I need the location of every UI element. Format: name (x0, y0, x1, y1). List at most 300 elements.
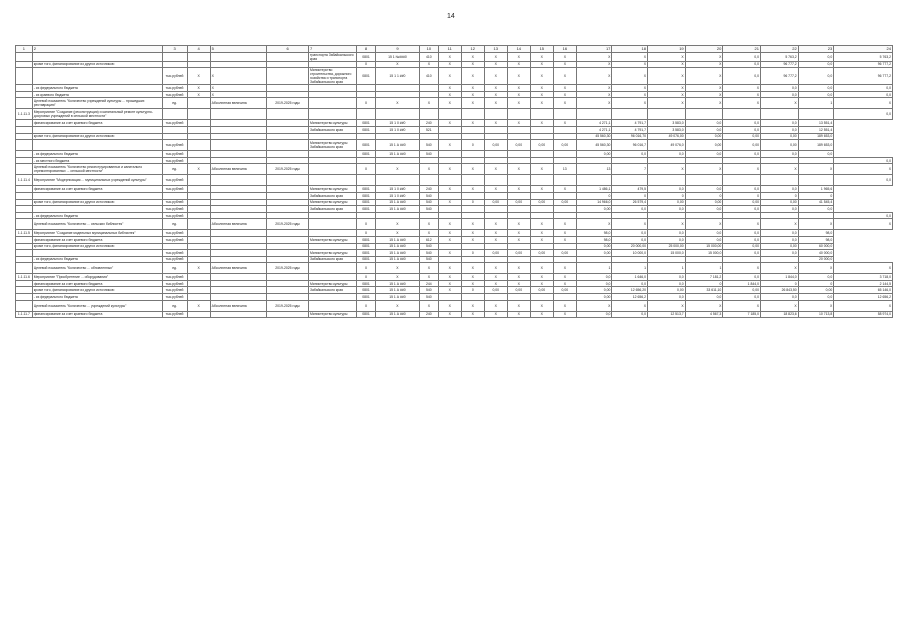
table-cell (484, 133, 507, 140)
table-cell: 189 653,0 (798, 140, 834, 151)
table-cell (375, 212, 419, 219)
table-cell: 540 (419, 256, 438, 263)
table-cell (308, 109, 356, 120)
table-cell: 540 (419, 250, 438, 257)
table-cell: 0,0 (576, 280, 612, 287)
table-cell: Х (438, 287, 461, 294)
table-cell (576, 175, 612, 186)
table-cell: 13 551,4 (798, 120, 834, 127)
table-cell: 0,0 (685, 236, 723, 243)
table-cell: 15 1 А ##0 (375, 199, 419, 206)
table-cell (484, 109, 507, 120)
table-cell (16, 199, 33, 206)
table-cell (210, 120, 267, 127)
table-cell: 0,0 (612, 230, 648, 237)
table-cell (357, 157, 376, 164)
table-cell: 4 791,7 (612, 120, 648, 127)
table-cell: 0,00 (530, 250, 553, 257)
table-cell: тыс.рублей (162, 120, 187, 127)
table-cell (187, 250, 210, 257)
table-cell (484, 243, 507, 250)
table-cell: Х (484, 230, 507, 237)
table-cell: Х (461, 120, 484, 127)
table-cell: 0801 (357, 199, 376, 206)
table-cell: 2019-2025 годы (267, 263, 309, 274)
table-cell: 0,0 (723, 52, 761, 61)
table-cell: 1.1.11.3 (16, 109, 33, 120)
table-cell: 0,00 (685, 199, 723, 206)
table-cell: 0,0 (647, 206, 685, 213)
table-cell (530, 133, 553, 140)
table-cell: Х (685, 61, 723, 68)
table-cell: 410 (419, 68, 438, 85)
table-cell (187, 98, 210, 109)
table-cell (16, 219, 33, 230)
table-cell: Х (507, 311, 530, 318)
table-cell: тыс.рублей (162, 287, 187, 294)
table-cell (210, 311, 267, 318)
table-cell: 12 656,2 (834, 294, 893, 301)
table-row (16, 230, 893, 237)
table-cell (553, 126, 576, 133)
table-cell: 540 (419, 206, 438, 213)
table-cell (308, 85, 356, 92)
budget-table (15, 45, 893, 318)
table-cell: 0,0 (647, 280, 685, 287)
table-cell (267, 230, 309, 237)
table-cell (419, 109, 438, 120)
table-cell: 1 (647, 263, 685, 274)
table-cell (685, 109, 723, 120)
table-cell: 0,0 (798, 61, 834, 68)
table-row (16, 212, 893, 219)
table-cell: 0,0 (723, 274, 761, 281)
table-cell: кроме того, финансирование из других источников: (32, 61, 162, 68)
table-cell (438, 133, 461, 140)
table-cell (210, 61, 267, 68)
table-cell: Х (834, 219, 893, 230)
table-cell: 540 (419, 192, 438, 199)
table-cell: Х (530, 311, 553, 318)
table-cell: Забайкальского края (308, 126, 356, 133)
table-cell (798, 157, 834, 164)
table-cell: - из федерального бюджета (32, 212, 162, 219)
table-cell: 13 (484, 46, 507, 53)
table-cell (357, 212, 376, 219)
table-cell (723, 109, 761, 120)
table-cell: 12 (461, 46, 484, 53)
table-cell: 0,0 (576, 311, 612, 318)
table-cell (798, 175, 834, 186)
table-cell: Х (685, 68, 723, 85)
table-cell (375, 133, 419, 140)
table-cell: Х (723, 263, 761, 274)
table-cell: 540 (419, 140, 438, 151)
table-cell: Х (647, 300, 685, 311)
table-cell: 0801 (357, 236, 376, 243)
table-cell: 18 823,6 (761, 311, 799, 318)
table-cell (438, 192, 461, 199)
table-cell (530, 192, 553, 199)
table-cell: Х (798, 219, 834, 230)
table-cell: 521 (419, 126, 438, 133)
table-cell: Х (187, 85, 210, 92)
table-cell: 15 1 А ##0 (375, 151, 419, 158)
table-cell: 0,0 (685, 294, 723, 301)
table-cell: Министерство строительства, дорожного хозяйства и транспорта Забайкальского края (308, 68, 356, 85)
table-cell (16, 256, 33, 263)
table-cell: Целевой показатель "Количество ... сельских библиотек" (32, 219, 162, 230)
table-cell: 96 777,2 (834, 68, 893, 85)
table-cell: Х (357, 61, 376, 68)
table-cell: 26 843,50 (761, 287, 799, 294)
table-cell (461, 243, 484, 250)
table-cell (162, 109, 187, 120)
table-cell (267, 85, 309, 92)
table-cell: Х (507, 263, 530, 274)
table-cell: 15 1 А ##0 (375, 287, 419, 294)
table-cell: 15 1 1 ##0 (375, 68, 419, 85)
table-cell: Х (507, 68, 530, 85)
table-cell: 0,0 (761, 250, 799, 257)
table-cell: Х (438, 120, 461, 127)
table-cell (308, 157, 356, 164)
table-cell: Целевой показатель "Количество ... учреждений культуры" (32, 300, 162, 311)
table-cell (553, 294, 576, 301)
table-cell (16, 68, 33, 85)
table-cell (16, 164, 33, 175)
table-cell (612, 157, 648, 164)
table-cell: 0,0 (647, 151, 685, 158)
table-cell: Х (576, 300, 612, 311)
table-cell (210, 151, 267, 158)
table-cell (461, 109, 484, 120)
table-cell: 0,0 (834, 157, 893, 164)
table-cell: 12 656,20 (612, 287, 648, 294)
table-cell: 0,00 (507, 250, 530, 257)
table-cell (761, 109, 799, 120)
table-cell: Абсолютная величина (210, 219, 267, 230)
table-cell: 0,0 (723, 294, 761, 301)
table-cell (267, 68, 309, 85)
table-cell: финансирование за счет краевого бюджета (32, 311, 162, 318)
table-cell: 10 713,8 (798, 311, 834, 318)
table-row (16, 175, 893, 186)
table-cell: 0,00 (576, 250, 612, 257)
table-cell: 0,0 (834, 85, 893, 92)
table-cell: финансирование за счет краевого бюджета (32, 120, 162, 127)
table-cell: 0 (461, 199, 484, 206)
table-cell: 0801 (357, 68, 376, 85)
table-cell: 0,0 (834, 91, 893, 98)
table-cell (187, 243, 210, 250)
table-cell: 12 656,2 (612, 294, 648, 301)
budget-table-sheet (15, 45, 893, 318)
table-cell (187, 61, 210, 68)
table-cell: 0,0 (612, 311, 648, 318)
table-cell: 15 1 А ##0 (375, 280, 419, 287)
table-cell (530, 109, 553, 120)
table-row (16, 250, 893, 257)
table-cell (461, 294, 484, 301)
table-cell: Х (553, 120, 576, 127)
table-cell (187, 311, 210, 318)
table-cell: 98,0 (576, 230, 612, 237)
table-cell: 20 (685, 46, 723, 53)
table-cell: 0801 (357, 311, 376, 318)
table-cell: 0,00 (685, 133, 723, 140)
table-cell: Мероприятие "Создание (реконструкция) и капитальный ремонт культурно-досуговых учреждений в сельской местности" (32, 109, 162, 120)
table-row (16, 164, 893, 175)
table-cell: 33 611,10 (685, 287, 723, 294)
table-cell: Х (685, 164, 723, 175)
table-cell: Х (612, 68, 648, 85)
table-cell (438, 206, 461, 213)
table-cell (267, 243, 309, 250)
table-cell: 0,0 (761, 91, 799, 98)
table-cell (308, 212, 356, 219)
table-cell: кроме того, финансирование из других источников: (32, 199, 162, 206)
table-cell (507, 151, 530, 158)
table-row (16, 126, 893, 133)
table-cell (32, 126, 162, 133)
table-cell: тыс.рублей (162, 212, 187, 219)
table-cell: 1 (798, 98, 834, 109)
table-cell (32, 192, 162, 199)
table-cell (267, 206, 309, 213)
table-cell: Х (530, 274, 553, 281)
table-cell: тыс.рублей (162, 157, 187, 164)
table-cell (210, 206, 267, 213)
table-cell (484, 206, 507, 213)
table-cell (187, 212, 210, 219)
table-cell: 0,0 (723, 186, 761, 193)
table-cell (438, 256, 461, 263)
table-cell (553, 206, 576, 213)
table-cell: 0 (612, 192, 648, 199)
table-cell (685, 256, 723, 263)
table-cell (438, 212, 461, 219)
table-cell (32, 68, 162, 85)
table-cell (187, 256, 210, 263)
table-cell: 25 000,00 (647, 243, 685, 250)
table-cell (210, 212, 267, 219)
table-cell: 98,0 (798, 236, 834, 243)
table-cell: Х (461, 230, 484, 237)
table-cell: 240 (419, 311, 438, 318)
table-cell: Министерство культуры (308, 199, 356, 206)
table-cell: 0,00 (507, 199, 530, 206)
table-cell (267, 280, 309, 287)
table-cell (162, 52, 187, 61)
table-cell: 0,00 (576, 294, 612, 301)
table-cell: 0,0 (723, 61, 761, 68)
table-cell: 0801 (357, 140, 376, 151)
table-cell: 189 653,0 (798, 133, 834, 140)
table-cell (530, 212, 553, 219)
table-cell (576, 157, 612, 164)
table-cell: 0801 (357, 243, 376, 250)
table-cell (723, 212, 761, 219)
table-cell: 0,00 (507, 287, 530, 294)
table-cell: 14 (507, 46, 530, 53)
table-cell: 0801 (357, 294, 376, 301)
table-cell (16, 98, 33, 109)
table-cell: Х (553, 311, 576, 318)
table-cell: 0,0 (685, 186, 723, 193)
table-cell: 1 486,1 (576, 186, 612, 193)
table-cell: Х (419, 98, 438, 109)
table-cell: 0,0 (647, 230, 685, 237)
table-cell: Х (576, 52, 612, 61)
table-cell: 98,0 (798, 230, 834, 237)
table-cell (507, 109, 530, 120)
table-cell: Х (530, 280, 553, 287)
table-cell (461, 175, 484, 186)
table-cell: Х (375, 61, 419, 68)
table-cell: 15 1 А ##0 (375, 236, 419, 243)
table-cell: Х (685, 300, 723, 311)
table-cell: 15 1 А ##0 (375, 206, 419, 213)
table-cell: 0,0 (798, 151, 834, 158)
table-cell (16, 120, 33, 127)
table-cell: 5 763,2 (834, 52, 893, 61)
table-cell: Х (553, 230, 576, 237)
table-cell: 2019-2025 годы (267, 164, 309, 175)
table-cell (187, 274, 210, 281)
table-cell (438, 157, 461, 164)
table-cell: 15 1 0 ##0 (375, 186, 419, 193)
table-cell (162, 61, 187, 68)
table-cell: Министерство культуры (308, 250, 356, 257)
table-cell: тыс.рублей (162, 250, 187, 257)
table-cell: 0,00 (553, 287, 576, 294)
table-cell (162, 133, 187, 140)
table-cell: Х (576, 85, 612, 92)
table-cell: 15 1 №###0 (375, 52, 419, 61)
table-cell: Х (761, 300, 799, 311)
table-row (16, 263, 893, 274)
table-cell (187, 109, 210, 120)
table-cell (375, 175, 419, 186)
table-cell: ед. (162, 98, 187, 109)
table-cell: Х (419, 61, 438, 68)
table-cell: Х (461, 186, 484, 193)
table-row (16, 243, 893, 250)
table-cell: 98,0 (576, 236, 612, 243)
table-cell (375, 85, 419, 92)
table-cell: 0,0 (834, 175, 893, 186)
table-cell: 0,00 (530, 199, 553, 206)
table-cell (723, 175, 761, 186)
table-cell: Х (484, 164, 507, 175)
table-cell (647, 157, 685, 164)
table-cell: 96 777,2 (761, 61, 799, 68)
table-cell: 2 144,5 (834, 280, 893, 287)
table-row (16, 52, 893, 61)
table-cell (484, 294, 507, 301)
table-cell: 10 000,0 (612, 250, 648, 257)
table-cell (16, 294, 33, 301)
table-cell: Х (438, 199, 461, 206)
table-cell (461, 126, 484, 133)
table-cell (419, 91, 438, 98)
table-cell: Х (685, 52, 723, 61)
table-cell (267, 186, 309, 193)
table-cell (685, 212, 723, 219)
table-cell (210, 230, 267, 237)
table-cell: Х (461, 300, 484, 311)
table-cell: Х (723, 85, 761, 92)
table-cell: Х (484, 120, 507, 127)
table-cell: Х (553, 52, 576, 61)
table-cell (267, 236, 309, 243)
table-cell (16, 243, 33, 250)
table-cell: 14 966,0 (576, 199, 612, 206)
table-cell (553, 157, 576, 164)
table-cell: Х (530, 68, 553, 85)
table-cell (16, 133, 33, 140)
table-cell (507, 206, 530, 213)
table-cell (507, 157, 530, 164)
table-cell: 1.1.11.4 (16, 175, 33, 186)
table-cell: тыс.рублей (162, 199, 187, 206)
table-cell (553, 192, 576, 199)
table-cell: 479,5 (612, 186, 648, 193)
table-cell: 0,00 (484, 250, 507, 257)
table-cell: 7 185,0 (723, 311, 761, 318)
table-cell: Министерство культуры (308, 120, 356, 127)
table-cell: Х (507, 164, 530, 175)
table-cell: финансирование за счет краевого бюджета (32, 186, 162, 193)
table-cell: 41 545,4 (798, 199, 834, 206)
table-cell: 1 965,6 (798, 186, 834, 193)
table-cell (308, 133, 356, 140)
table-row (16, 236, 893, 243)
table-cell: Х (834, 164, 893, 175)
table-cell (438, 243, 461, 250)
table-cell: Х (576, 98, 612, 109)
table-cell: тыс.рублей (162, 186, 187, 193)
table-cell (484, 192, 507, 199)
table-cell (308, 300, 356, 311)
table-cell: Х (484, 300, 507, 311)
table-cell: 0,0 (723, 250, 761, 257)
table-cell: Х (647, 219, 685, 230)
table-cell: 0,0 (685, 151, 723, 158)
table-cell: Х (375, 274, 419, 281)
table-cell: Х (647, 91, 685, 98)
table-cell: Х (438, 164, 461, 175)
table-cell: 0,00 (484, 140, 507, 151)
table-cell (16, 140, 33, 151)
table-cell: 0,00 (530, 287, 553, 294)
table-cell: 0 (798, 192, 834, 199)
table-cell: 15 1 А ##0 (375, 250, 419, 257)
table-cell: 3 583,0 (647, 120, 685, 127)
table-cell (723, 157, 761, 164)
table-cell (32, 140, 162, 151)
table-cell: тыс.рублей (162, 230, 187, 237)
table-cell (647, 109, 685, 120)
table-cell: Х (553, 236, 576, 243)
table-cell: Х (357, 274, 376, 281)
table-cell (647, 175, 685, 186)
table-cell: Х (723, 91, 761, 98)
table-cell: 19 (647, 46, 685, 53)
table-cell: Х (553, 98, 576, 109)
table-cell (210, 140, 267, 151)
